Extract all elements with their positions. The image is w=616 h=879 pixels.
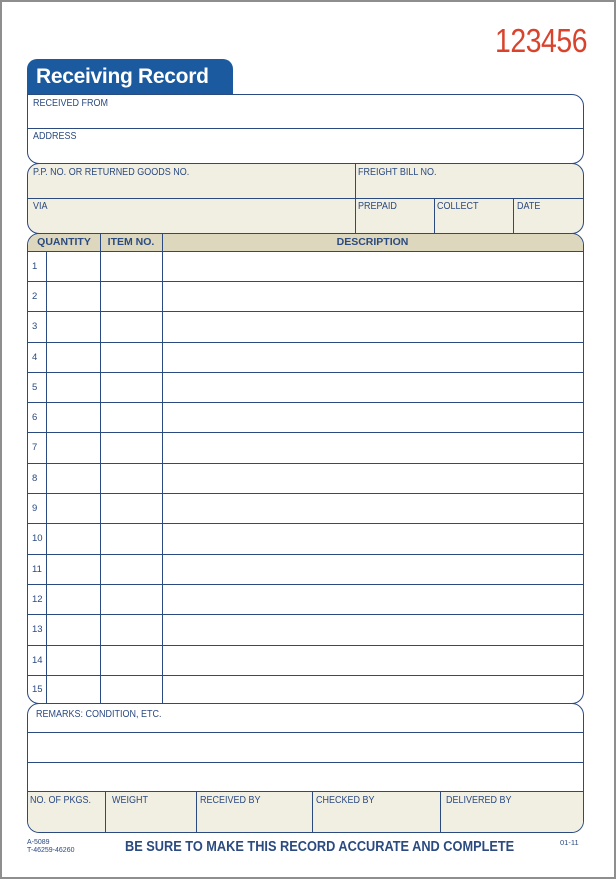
row-number: 2 bbox=[32, 291, 38, 302]
table-row[interactable] bbox=[28, 402, 583, 432]
shipper-section bbox=[27, 94, 584, 164]
form-code-line-1: A-5089 bbox=[27, 839, 50, 846]
date-field[interactable] bbox=[514, 199, 583, 233]
form-serial-number: 123456 bbox=[494, 22, 587, 59]
no-of-pkgs-label: NO. OF PKGS. bbox=[30, 795, 92, 806]
row-number: 1 bbox=[32, 261, 38, 272]
remarks-line-1[interactable] bbox=[28, 704, 583, 732]
via-field[interactable] bbox=[28, 199, 355, 233]
column-header-item-no: ITEM NO. bbox=[107, 236, 155, 248]
column-header-quantity: QUANTITY bbox=[37, 236, 91, 248]
table-row[interactable] bbox=[28, 523, 583, 553]
row-number: 5 bbox=[32, 382, 38, 393]
footer-message: BE SURE TO MAKE THIS RECORD ACCURATE AND COMPLETE bbox=[125, 839, 515, 855]
prepaid-field[interactable] bbox=[356, 199, 434, 233]
address-label: ADDRESS bbox=[33, 131, 77, 142]
row-number: 14 bbox=[32, 655, 43, 666]
date-label: DATE bbox=[517, 201, 541, 212]
received-by-label: RECEIVED BY bbox=[200, 795, 261, 806]
table-row[interactable] bbox=[28, 311, 583, 341]
form-code-line-2: T-46259-46260 bbox=[27, 847, 75, 854]
row-number: 3 bbox=[32, 321, 38, 332]
form-title-tab bbox=[27, 59, 233, 95]
collect-field[interactable] bbox=[435, 199, 513, 233]
weight-field[interactable] bbox=[106, 792, 196, 832]
table-row[interactable] bbox=[28, 432, 583, 462]
freight-bill-label: FREIGHT BILL NO. bbox=[358, 167, 437, 178]
row-number: 7 bbox=[32, 442, 38, 453]
checked-by-field[interactable] bbox=[313, 792, 440, 832]
table-row[interactable] bbox=[28, 342, 583, 372]
pp-no-label: P.P. NO. OR RETURNED GOODS NO. bbox=[33, 167, 190, 178]
received-by-field[interactable] bbox=[197, 792, 312, 832]
row-number: 11 bbox=[32, 564, 42, 575]
table-row[interactable] bbox=[28, 463, 583, 493]
table-row[interactable] bbox=[28, 645, 583, 675]
table-row[interactable] bbox=[28, 281, 583, 311]
table-row[interactable] bbox=[28, 251, 583, 281]
row-number: 9 bbox=[32, 503, 38, 514]
row-number: 13 bbox=[32, 624, 43, 635]
column-header-description: DESCRIPTION bbox=[336, 236, 409, 248]
row-number: 8 bbox=[32, 473, 38, 484]
delivered-by-field[interactable] bbox=[441, 792, 583, 832]
no-of-pkgs-field[interactable] bbox=[28, 792, 105, 832]
received-from-label: RECEIVED FROM bbox=[33, 98, 109, 109]
form-code bbox=[27, 839, 74, 855]
remarks-section bbox=[27, 703, 584, 833]
table-row[interactable] bbox=[28, 675, 583, 704]
pp-no-field[interactable] bbox=[28, 164, 355, 198]
weight-label: WEIGHT bbox=[112, 795, 148, 806]
via-label: VIA bbox=[33, 201, 48, 212]
form-title: Receiving Record bbox=[36, 65, 209, 88]
remarks-line-2[interactable] bbox=[28, 733, 583, 762]
table-row[interactable] bbox=[28, 614, 583, 644]
freight-bill-field[interactable] bbox=[356, 164, 583, 198]
revision-date: 01-11 bbox=[560, 838, 579, 847]
table-row[interactable] bbox=[28, 493, 583, 523]
row-number: 15 bbox=[32, 684, 43, 695]
collect-label: COLLECT bbox=[437, 201, 479, 212]
signoff-row bbox=[28, 792, 583, 832]
row-number: 4 bbox=[32, 352, 38, 363]
row-number: 12 bbox=[32, 594, 43, 605]
remarks-line-3[interactable] bbox=[28, 763, 583, 791]
table-row[interactable] bbox=[28, 584, 583, 614]
shipping-section bbox=[27, 163, 584, 234]
row-number: 6 bbox=[32, 412, 38, 423]
address-field[interactable] bbox=[28, 129, 583, 163]
checked-by-label: CHECKED BY bbox=[316, 795, 375, 806]
row-number: 10 bbox=[32, 533, 43, 544]
delivered-by-label: DELIVERED BY bbox=[446, 795, 512, 806]
items-table bbox=[27, 233, 584, 704]
table-row[interactable] bbox=[28, 372, 583, 402]
table-row[interactable] bbox=[28, 554, 583, 584]
prepaid-label: PREPAID bbox=[358, 201, 397, 212]
received-from-field[interactable] bbox=[28, 95, 583, 128]
remarks-label: REMARKS: CONDITION, ETC. bbox=[36, 709, 162, 720]
